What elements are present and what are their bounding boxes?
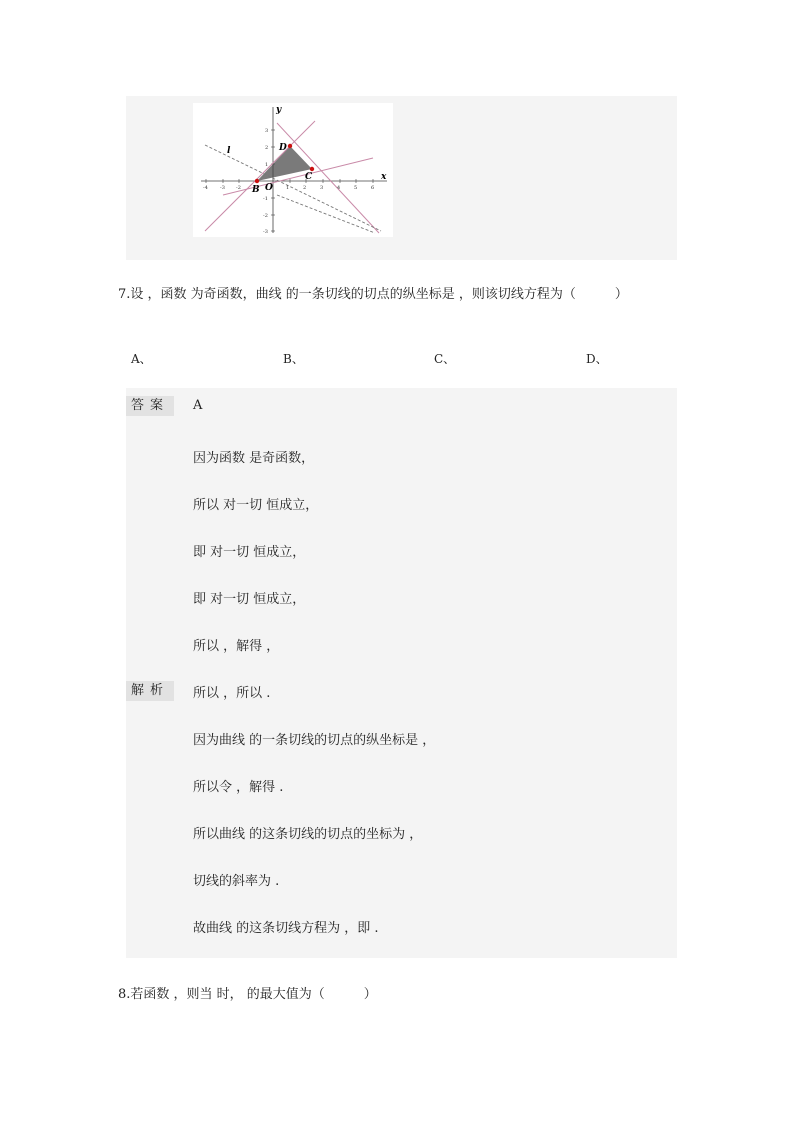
label-c: C xyxy=(305,172,313,182)
label-l: l xyxy=(227,146,231,156)
analysis-line: 所以令 ，解得 . xyxy=(193,780,284,795)
y-tick: -3 xyxy=(263,229,268,235)
x-tick: 1 xyxy=(286,185,290,191)
line-dashed-2 xyxy=(277,195,375,233)
x-tick: 4 xyxy=(337,185,341,191)
point-c xyxy=(310,167,314,171)
y-axis-label: y xyxy=(276,105,282,115)
x-tick: -2 xyxy=(236,185,241,191)
x-tick: 5 xyxy=(354,185,358,191)
analysis-line: 所以 ，解得 ， xyxy=(193,639,280,654)
analysis-line: 即 对一切 恒成立， xyxy=(193,592,306,607)
question-8: 8.若函数 ，则当 时， 的最大值为（ ） xyxy=(118,987,377,1002)
question-7: 7.设 ，函数 为奇函数，曲线 的一条切线的切点的纵坐标是 ，则该切线方程为（ ） xyxy=(118,287,628,302)
x-tick: -4 xyxy=(203,185,208,191)
choice-c[interactable]: C、 xyxy=(434,352,456,366)
analysis-tag: 解析 xyxy=(126,681,174,701)
analysis-line: 因为函数 是奇函数， xyxy=(193,451,315,466)
analysis-line: 所以曲线 的这条切线的切点的坐标为 ， xyxy=(193,827,423,842)
point-b xyxy=(255,179,259,183)
analysis-line: 所以 ，所以 . xyxy=(193,686,271,701)
figure-panel xyxy=(126,96,677,260)
y-tick: -1 xyxy=(263,196,268,202)
label-b: B xyxy=(252,185,260,195)
coordinate-figure xyxy=(193,103,393,237)
graph-svg xyxy=(193,103,393,237)
choice-b[interactable]: B、 xyxy=(283,352,304,366)
analysis-line: 即 对一切 恒成立， xyxy=(193,545,306,560)
y-tick: 1 xyxy=(265,162,269,168)
answer-panel xyxy=(126,388,677,958)
point-d xyxy=(288,144,292,148)
label-o: O xyxy=(265,183,273,193)
x-tick: 2 xyxy=(303,185,307,191)
choice-d[interactable]: D、 xyxy=(586,352,608,366)
analysis-line: 所以 对一切 恒成立， xyxy=(193,498,319,513)
y-tick: 3 xyxy=(265,128,269,134)
choice-a[interactable]: A、 xyxy=(131,352,152,366)
x-tick: 3 xyxy=(320,185,324,191)
x-tick: -3 xyxy=(220,185,225,191)
label-d: D xyxy=(279,143,287,153)
x-axis-label: x xyxy=(381,172,387,182)
answer-tag: 答案 xyxy=(126,396,174,416)
analysis-line: 切线的斜率为 . xyxy=(193,874,280,889)
x-tick: 6 xyxy=(371,185,375,191)
analysis-line: 故曲线 的这条切线方程为 ，即 . xyxy=(193,921,379,936)
analysis-line: 因为曲线 的一条切线的切点的纵坐标是 ， xyxy=(193,733,436,748)
answer-value: A xyxy=(193,398,203,413)
y-tick: 2 xyxy=(265,145,269,151)
y-tick: -2 xyxy=(263,213,268,219)
